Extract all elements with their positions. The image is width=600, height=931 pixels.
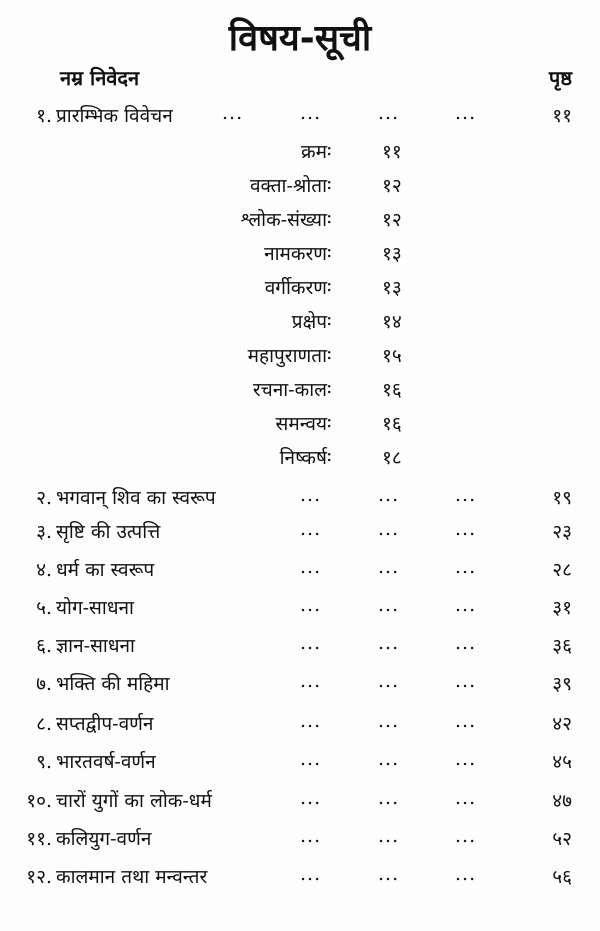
- chapter-title: ज्ञान-साधना: [56, 635, 135, 657]
- chapter-page: ५२: [552, 828, 572, 850]
- leader-dots: ...: [455, 710, 477, 732]
- chapter-title: कलियुग-वर्णन: [56, 828, 152, 850]
- subsection-name: समन्वय: [275, 413, 327, 435]
- leader-dots: ...: [300, 863, 322, 885]
- subsection-page: १६: [382, 379, 402, 401]
- chapter-title: भगवान् शिव का स्वरूप: [56, 487, 216, 509]
- leader-dots: ...: [300, 825, 322, 847]
- chapter-page: ५६: [552, 866, 572, 888]
- subsection-row: [0, 206, 600, 236]
- leader-dots: ...: [300, 556, 322, 578]
- subsection-page: १८: [382, 447, 402, 469]
- subsection-name: प्रक्षेप: [291, 311, 327, 333]
- colon: :: [326, 138, 333, 160]
- colon: :: [326, 376, 333, 398]
- subsection-page: ११: [382, 141, 402, 163]
- chapter-title: कालमान तथा मन्वन्तर: [56, 866, 208, 888]
- chapter-title: चारों युगों का लोक-धर्म: [56, 790, 212, 812]
- chapter-row: [0, 748, 600, 778]
- chapter-page: २८: [552, 559, 572, 581]
- leader-dots: ...: [300, 710, 322, 732]
- chapter-number: २.: [36, 487, 52, 509]
- leader-dots: ...: [378, 518, 400, 540]
- subsection-row: [0, 410, 600, 440]
- subsection-row: [0, 138, 600, 168]
- leader-dots: ...: [378, 710, 400, 732]
- chapter-title: योग-साधना: [56, 597, 134, 619]
- chapter-title: सप्तद्वीप-वर्णन: [56, 713, 154, 735]
- leader-dots: ...: [300, 632, 322, 654]
- subsection-row: [0, 240, 600, 270]
- leader-dots: ...: [455, 594, 477, 616]
- colon: :: [326, 410, 333, 432]
- chapter-number: ६.: [36, 635, 52, 657]
- leader-dots: ...: [378, 484, 400, 506]
- subsection-page: १६: [382, 413, 402, 435]
- leader-dots: ...: [378, 102, 400, 124]
- subsection-row: [0, 444, 600, 474]
- chapter-number: ५.: [36, 597, 52, 619]
- subsection-name: श्लोक-संख्या: [240, 209, 327, 231]
- chapter-page: ४५: [552, 751, 572, 773]
- chapter-number: ९.: [36, 751, 52, 773]
- leader-dots: ...: [455, 787, 477, 809]
- chapter-number: १.: [36, 105, 52, 127]
- colon: :: [326, 240, 333, 262]
- leader-dots: ...: [300, 748, 322, 770]
- chapter-row: [0, 594, 600, 624]
- leader-dots: ...: [222, 102, 244, 124]
- subsection-row: [0, 342, 600, 372]
- chapter-title: प्रारम्भिक विवेचन: [56, 105, 173, 127]
- subsection-name: रचना-काल: [252, 379, 327, 401]
- chapter-row: [0, 556, 600, 586]
- colon: :: [326, 206, 333, 228]
- chapter-row: [0, 787, 600, 817]
- leader-dots: ...: [455, 670, 477, 692]
- leader-dots: ...: [300, 518, 322, 540]
- subsection-row: [0, 274, 600, 304]
- colon: :: [326, 308, 333, 330]
- leader-dots: ...: [455, 863, 477, 885]
- subsection-page: १५: [382, 345, 402, 367]
- chapter-number: १०.: [26, 790, 52, 812]
- subsection-name: निष्कर्ष: [279, 447, 327, 469]
- colon: :: [326, 172, 333, 194]
- chapter-title: भारतवर्ष-वर्णन: [56, 751, 156, 773]
- subsection-page: १३: [382, 243, 402, 265]
- chapter-page: ४७: [552, 790, 572, 812]
- subsection-name: वक्ता-श्रोता: [249, 175, 327, 197]
- chapter-page: ३९: [552, 673, 572, 695]
- chapter-page: ४२: [552, 713, 572, 735]
- leader-dots: ...: [300, 594, 322, 616]
- subsection-row: [0, 308, 600, 338]
- leader-dots: ...: [300, 484, 322, 506]
- chapter-row: [0, 632, 600, 662]
- leader-dots: ...: [378, 670, 400, 692]
- chapter-page: १९: [552, 487, 572, 509]
- leader-dots: ...: [300, 787, 322, 809]
- chapter-number: ८.: [36, 713, 52, 735]
- leader-dots: ...: [455, 102, 477, 124]
- leader-dots: ...: [378, 787, 400, 809]
- leader-dots: ...: [300, 670, 322, 692]
- chapter-page: ११: [552, 105, 572, 127]
- chapter-number: ३.: [36, 521, 52, 543]
- subsection-name: नामकरण: [264, 243, 327, 265]
- leader-dots: ...: [378, 748, 400, 770]
- subsection-row: [0, 376, 600, 406]
- chapter-page: ३६: [552, 635, 572, 657]
- subsection-name: महापुराणता: [247, 345, 327, 367]
- subsection-name: क्रम: [301, 141, 327, 163]
- chapter-number: ४.: [36, 559, 52, 581]
- leader-dots: ...: [455, 825, 477, 847]
- leader-dots: ...: [378, 863, 400, 885]
- subsection-page: १२: [382, 209, 402, 231]
- leader-dots: ...: [300, 102, 322, 124]
- subsection-page: १२: [382, 175, 402, 197]
- chapter-row: [0, 710, 600, 740]
- chapter-number: १२.: [26, 866, 52, 888]
- chapter-title: सृष्टि की उत्पत्ति: [56, 521, 161, 543]
- page-title: विषय-सूची: [228, 18, 372, 59]
- chapter-page: ३१: [552, 597, 572, 619]
- subsection-name: वर्गीकरण: [264, 277, 327, 299]
- chapter-row: [0, 863, 600, 893]
- intro-heading: नम्र निवेदन: [60, 66, 140, 90]
- subsection-row: [0, 172, 600, 202]
- colon: :: [326, 444, 333, 466]
- leader-dots: ...: [378, 594, 400, 616]
- subsection-page: १४: [382, 311, 402, 333]
- chapter-title: भक्ति की महिमा: [56, 673, 170, 695]
- subsection-page: १३: [382, 277, 402, 299]
- leader-dots: ...: [455, 518, 477, 540]
- chapter-row: [0, 670, 600, 700]
- leader-dots: ...: [378, 632, 400, 654]
- chapter-row: [0, 518, 600, 548]
- chapter-number: ११.: [26, 828, 52, 850]
- leader-dots: ...: [378, 556, 400, 578]
- leader-dots: ...: [455, 748, 477, 770]
- leader-dots: ...: [455, 484, 477, 506]
- page-column-heading: पृष्ठ: [548, 66, 572, 90]
- colon: :: [326, 274, 333, 296]
- leader-dots: ...: [455, 556, 477, 578]
- chapter-page: २३: [552, 521, 572, 543]
- chapter-title: धर्म का स्वरूप: [56, 559, 155, 581]
- leader-dots: ...: [455, 632, 477, 654]
- chapter-number: ७.: [36, 673, 52, 695]
- chapter-row: [0, 825, 600, 855]
- chapter-row: [0, 102, 600, 132]
- chapter-row: [0, 484, 600, 514]
- leader-dots: ...: [378, 825, 400, 847]
- colon: :: [326, 342, 333, 364]
